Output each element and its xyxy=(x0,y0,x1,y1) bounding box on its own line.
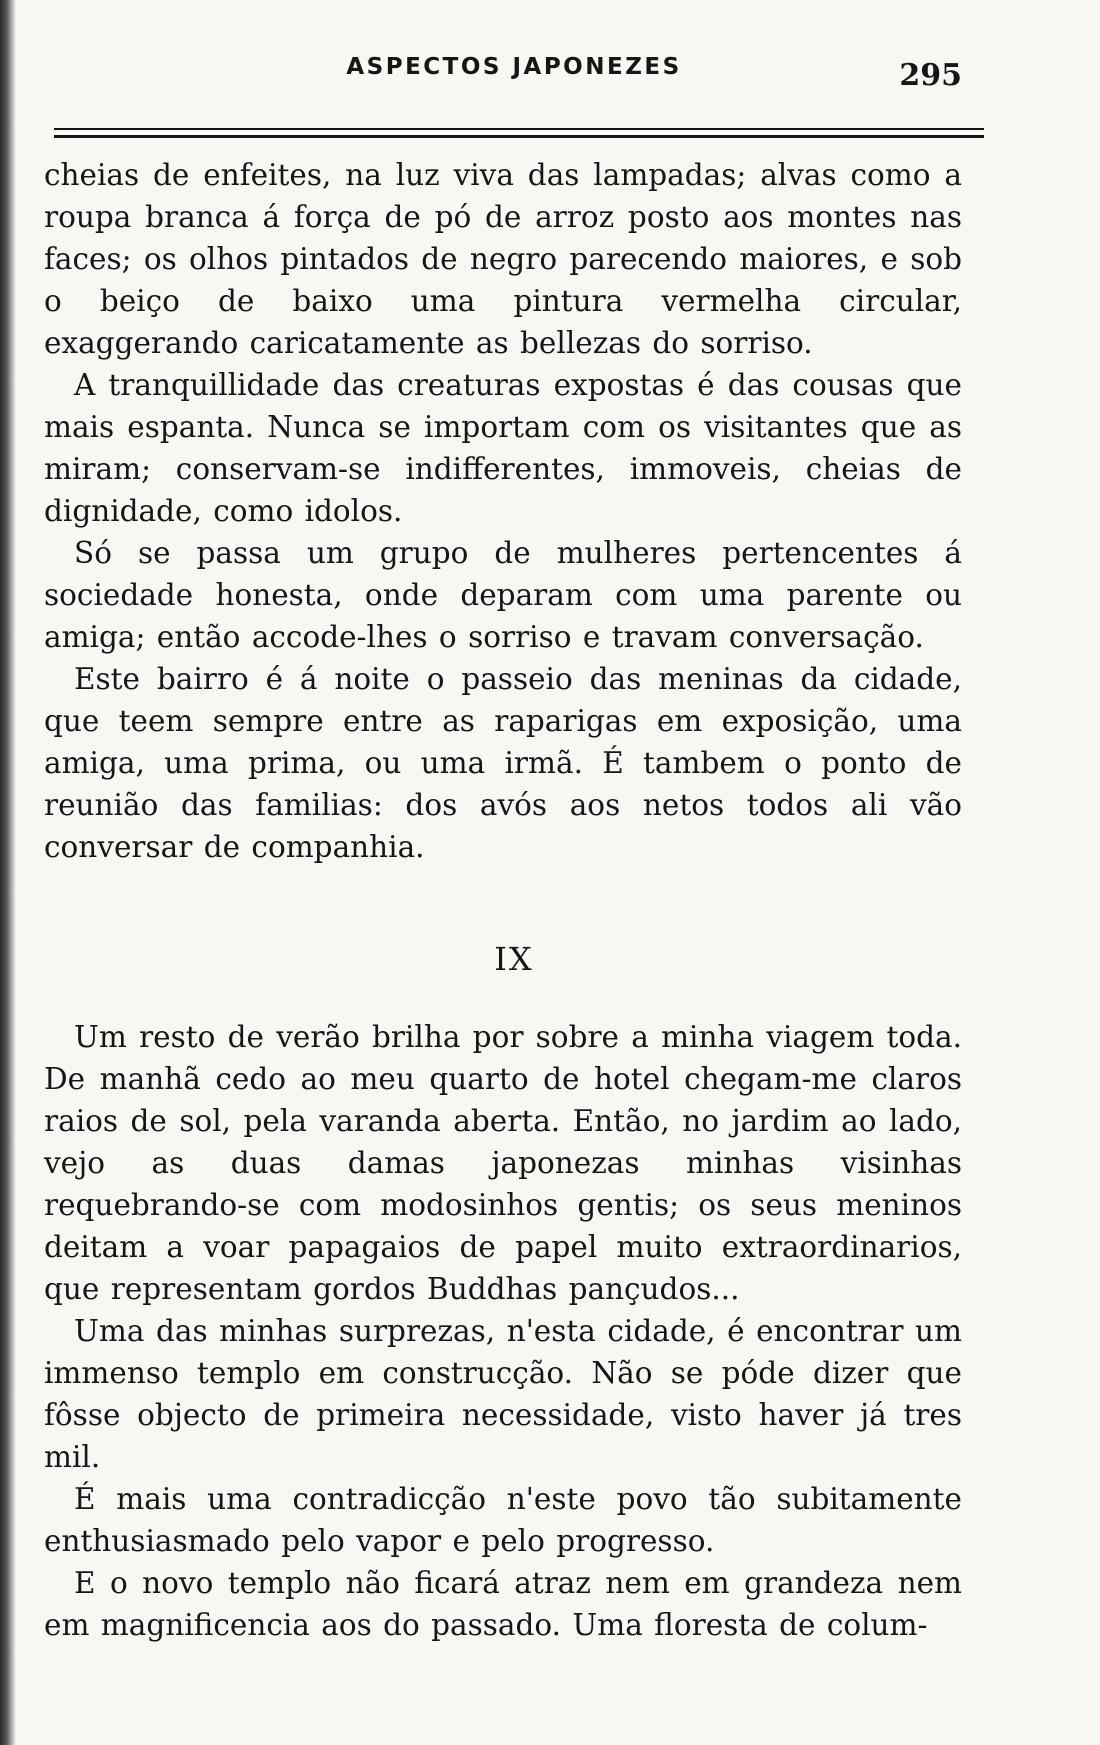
running-head xyxy=(44,40,984,93)
page-number: 295 xyxy=(899,58,962,93)
paragraph: Um resto de verão brilha por sobre a minha viagem toda. De manhã cedo ao meu quarto de hotel chegam-me claros raios de sol, pela varanda aberta. Então, no jardim ao lado, vejo as duas damas japonezas minhas visinhas requebrando-se com modosinhos gentis; os seus meninos deitam a voar papagaios de papel muito extraordinarios, que representam gordos Buddhas pançudos... xyxy=(44,1020,962,1306)
running-title: ASPECTOS JAPONEZES xyxy=(346,54,682,80)
paragraph: Uma das minhas surprezas, n'esta cidade, é encontrar um immenso templo em construcção. Não se póde dizer que fôsse objecto de primeira necessidade, visto haver já tres mil. xyxy=(44,1314,962,1474)
page-edge-shadow xyxy=(0,0,16,1745)
section-heading: IX xyxy=(494,940,534,978)
paragraph: A tranquillidade das creaturas expostas é das cousas que mais espanta. Nunca se importam com os visitantes que as miram; conservam-se indifferentes, immoveis, cheias de dignidade, como idolos. xyxy=(44,368,962,528)
paragraph: E o novo templo não ficará atraz nem em grandeza nem em magnificencia aos do passado. Uma floresta de colum- xyxy=(44,1566,962,1642)
body-text xyxy=(44,154,984,1646)
paragraph: Só se passa um grupo de mulheres pertencentes á sociedade honesta, onde deparam com uma parente ou amiga; então accode-lhes o sorriso e travam conversação. xyxy=(44,536,962,654)
paragraph: É mais uma contradicção n'este povo tão subitamente enthusiasmado pelo vapor e pelo progresso. xyxy=(44,1482,962,1558)
paragraph: Este bairro é á noite o passeio das meninas da cidade, que teem sempre entre as raparigas em exposição, uma amiga, uma prima, ou uma irmã. É tambem o ponto de reunião das familias: dos avós aos netos todos ali vão conversar de companhia. xyxy=(44,662,962,864)
book-page xyxy=(44,40,984,1720)
header-rule-top xyxy=(54,128,984,130)
paragraph: cheias de enfeites, na luz viva das lampadas; alvas como a roupa branca á força de pó de arroz posto aos montes nas faces; os olhos pintados de negro parecendo maiores, e sob o beiço de baixo uma pintura vermelha circular, exaggerando caricatamente as bellezas do sorriso. xyxy=(44,158,962,360)
header-rule-bottom xyxy=(54,135,984,138)
